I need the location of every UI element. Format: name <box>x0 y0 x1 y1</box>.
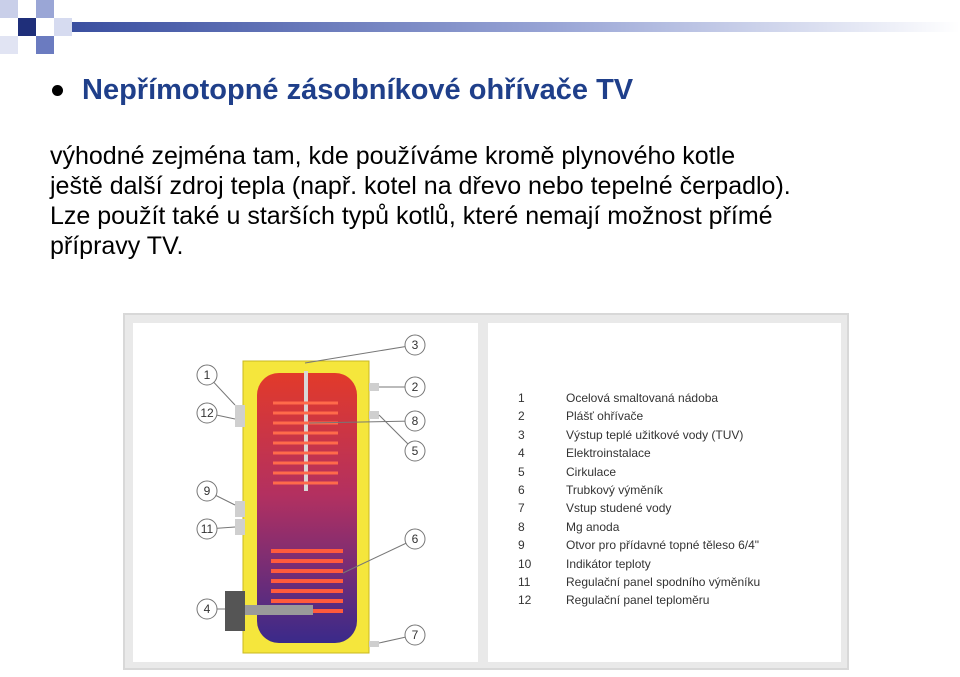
legend-number: 8 <box>518 519 525 534</box>
callout-label: 6 <box>411 532 419 546</box>
legend-number: 9 <box>518 538 525 553</box>
callout-label: 11 <box>200 522 214 536</box>
legend-number: 5 <box>518 464 525 479</box>
callout-11 <box>197 519 235 539</box>
callout-label: 1 <box>203 368 211 382</box>
bullet-icon <box>52 85 63 96</box>
legend-label: Indikátor teploty <box>566 556 651 571</box>
legend-label: Plášť ohřívače <box>566 409 644 424</box>
legend-number: 10 <box>518 556 532 571</box>
slide-title <box>52 74 633 107</box>
legend-label: Ocelová smaltovaná nádoba <box>566 391 719 405</box>
slide-title-text: Nepřímotopné zásobníkové ohřívače TV <box>82 74 634 106</box>
legend-label: Otvor pro přídavné topné těleso 6/4" <box>566 538 760 553</box>
body-line: přípravy TV. <box>50 232 184 260</box>
legend-label: Vstup studené vody <box>566 501 672 516</box>
legend-number: 1 <box>518 391 525 405</box>
heating-rod <box>245 605 313 615</box>
right-port <box>369 411 379 419</box>
callout-9 <box>197 481 235 505</box>
lower-coil <box>271 551 343 611</box>
callout-2 <box>379 377 425 397</box>
legend-number: 3 <box>518 427 525 442</box>
legend-label: Mg anoda <box>566 519 620 534</box>
legend-label: Cirkulace <box>566 464 617 479</box>
electric-element <box>225 591 245 631</box>
body-line: Lze použít také u starších typů kotlů, které nemají možnost přímé <box>50 202 773 230</box>
right-port <box>369 383 379 391</box>
body-line: ještě další zdroj tepla (např. kotel na dřevo nebo tepelné čerpadlo). <box>50 172 791 200</box>
callout-label: 5 <box>411 444 419 458</box>
corner-decoration <box>0 0 960 60</box>
callout-label: 12 <box>200 406 214 420</box>
heater-illustration <box>133 323 478 662</box>
water-heater-figure <box>123 313 849 670</box>
callout-label: 8 <box>411 414 419 428</box>
callout-label: 9 <box>203 484 211 498</box>
legend-number: 2 <box>518 409 525 424</box>
callout-4 <box>197 599 225 619</box>
callout-label: 7 <box>411 628 419 642</box>
body-line: výhodné zejména tam, kde používáme kromě plynového kotle <box>50 142 736 170</box>
legend-label: Trubkový výměník <box>566 483 663 497</box>
callout-7 <box>379 625 425 645</box>
heater-diagram <box>133 323 478 662</box>
legend-number: 11 <box>518 575 531 589</box>
legend-number: 4 <box>518 446 525 461</box>
legend-number: 7 <box>518 501 525 516</box>
callout-label: 3 <box>411 338 419 352</box>
legend-number: 12 <box>518 593 532 608</box>
legend-label: Regulační panel spodního výměníku <box>566 575 761 589</box>
side-port <box>235 501 245 517</box>
side-port <box>235 405 245 427</box>
legend-label: Elektroinstalace <box>566 446 651 461</box>
legend-panel <box>488 323 841 662</box>
right-port <box>369 641 379 647</box>
legend-label: Regulační panel teploměru <box>566 593 710 608</box>
callout-3 <box>305 335 425 363</box>
legend-number: 6 <box>518 483 525 497</box>
callouts-left <box>197 365 235 619</box>
callout-1 <box>197 365 235 405</box>
callout-12 <box>197 403 235 423</box>
slide-body <box>50 141 950 261</box>
callout-label: 4 <box>203 602 211 616</box>
side-port <box>235 519 245 535</box>
callout-label: 2 <box>411 380 419 394</box>
legend-label: Výstup teplé užitkové vody (TUV) <box>566 427 744 442</box>
